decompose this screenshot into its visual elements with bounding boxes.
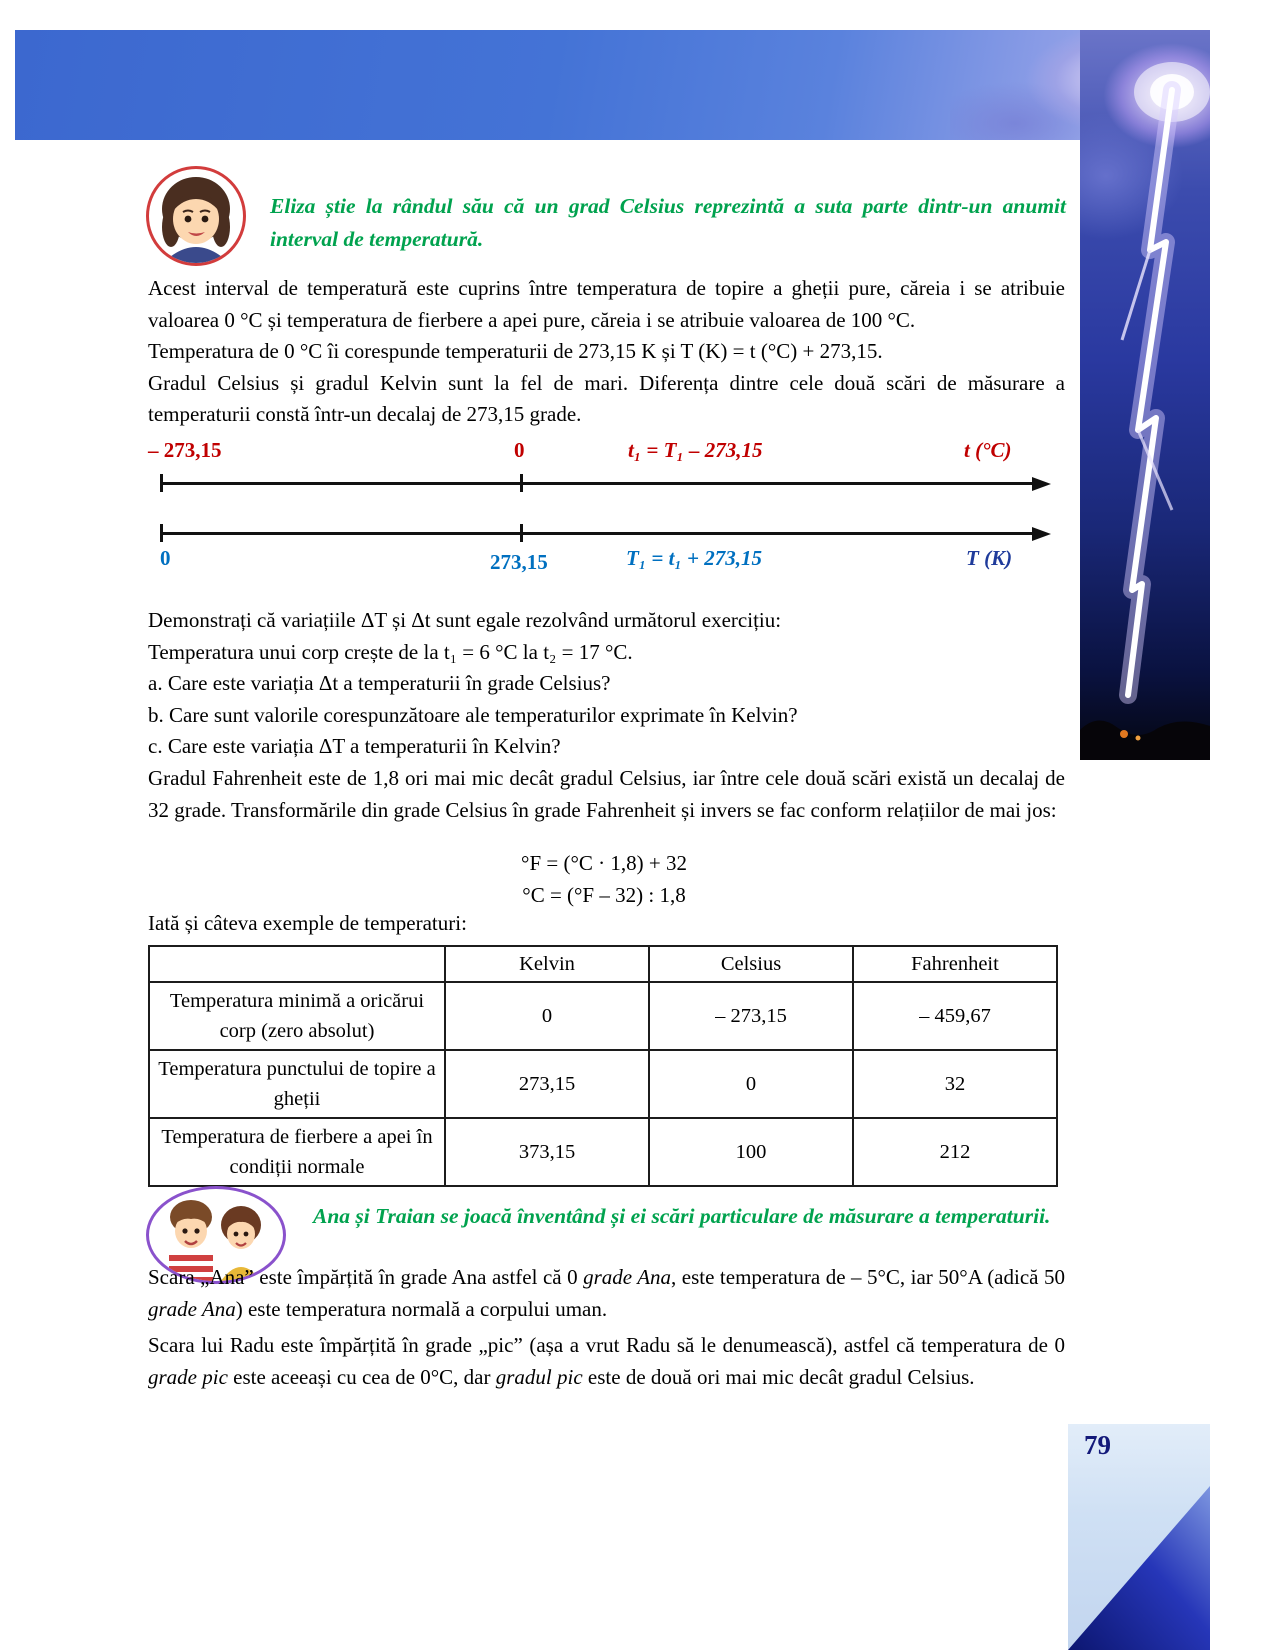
eliza-note: Eliza știe la rândul său că un grad Celsius reprezintă a suta parte dintr-un anumit interval de temperatură. bbox=[270, 194, 1066, 251]
header-kelvin: Kelvin bbox=[445, 946, 649, 982]
formula-celsius: °C = (°F – 32) : 1,8 bbox=[522, 882, 686, 907]
formula-fahrenheit: °F = (°C · 1,8) + 32 bbox=[521, 851, 687, 875]
header-celsius: Celsius bbox=[649, 946, 853, 982]
celsius-formula: t₁ = T₁ – 273,15 bbox=[628, 438, 763, 462]
ana-italic-2: grade Ana bbox=[148, 1296, 236, 1321]
ana-text-2: , este temperatura de – 5°C, iar 50°A (adică 50 bbox=[671, 1265, 1065, 1289]
page-number: 79 bbox=[1084, 1430, 1111, 1460]
row-label: Temperatura de fierbere a apei în condiții normale bbox=[149, 1118, 445, 1186]
ana-traian-note: Ana și Traian se joacă înventând și ei scări particulare de măsurare a temperaturii. bbox=[313, 1204, 1051, 1228]
temperature-scales-diagram bbox=[148, 438, 1060, 590]
radu-italic-2: gradul pic bbox=[495, 1364, 583, 1389]
celsius-zero-tick bbox=[520, 474, 523, 492]
radu-scale-paragraph bbox=[148, 1330, 1065, 1393]
header-empty bbox=[149, 946, 445, 982]
row-celsius-value: – 273,15 bbox=[649, 982, 853, 1050]
row-fahrenheit-value: 32 bbox=[853, 1050, 1057, 1118]
table-row bbox=[149, 982, 1057, 1050]
ana-scale-paragraph bbox=[148, 1262, 1065, 1325]
exercise-intro: Demonstrați că variațiile ΔT și Δt sunt egale rezolvând următorul exercițiu: bbox=[148, 608, 782, 632]
radu-italic-1: grade pic bbox=[148, 1364, 228, 1389]
exercise-item-c: c. Care este variația ΔT a temperaturii în Kelvin? bbox=[148, 734, 561, 758]
celsius-zero-label: 0 bbox=[514, 438, 525, 462]
row-kelvin-value: 373,15 bbox=[445, 1118, 649, 1186]
exercise-item-a: a. Care este variația Δt a temperaturii în grade Celsius? bbox=[148, 671, 611, 695]
row-kelvin-value: 273,15 bbox=[445, 1050, 649, 1118]
corner-triangle-icon bbox=[1068, 1424, 1210, 1650]
row-celsius-value: 0 bbox=[649, 1050, 853, 1118]
intro-paragraph-1: Acest interval de temperatură este cuprins între temperatura de topire a gheții pure, căreia i se atribuie valoarea 0 °C și temperatura de fierbere a apei pure, căreia i se atribuie valoarea de 100 °C. bbox=[148, 276, 1065, 332]
ana-italic-1: grade Ana bbox=[583, 1265, 672, 1289]
celsius-left-label: – 273,15 bbox=[148, 438, 222, 462]
radu-text-1: Scara lui Radu este împărțită în grade „pic” (așa a vrut Radu să le denumească), astfel că temperatura de 0 bbox=[148, 1333, 1065, 1357]
intro-section bbox=[148, 273, 1065, 431]
intro-paragraph-2: Temperatura de 0 °C îi corespunde temperaturii de 273,15 K și T (K) = t (°C) + 273,15. bbox=[148, 339, 883, 363]
examples-intro: Iată și câteva exemple de temperaturi: bbox=[148, 911, 467, 935]
header-fahrenheit: Fahrenheit bbox=[853, 946, 1057, 982]
kelvin-zero-tick bbox=[520, 524, 523, 542]
kelvin-axis-label: T (K) bbox=[966, 546, 1013, 570]
ana-text-1: Scara „Ana” este împărțită în grade Ana astfel că 0 bbox=[148, 1265, 584, 1289]
table-row bbox=[149, 1050, 1057, 1118]
celsius-axis-label: t (°C) bbox=[964, 438, 1012, 462]
exercise-item-b: b. Care sunt valorile corespunzătoare ale temperaturilor exprimate în Kelvin? bbox=[148, 702, 798, 727]
lightning-photo-strip bbox=[1080, 30, 1210, 760]
row-kelvin-value: 0 bbox=[445, 982, 649, 1050]
intro-paragraph-3: Gradul Celsius și gradul Kelvin sunt la fel de mari. Diferența dintre cele două scări de măsurare a temperaturii constă într-un decalaj de 273,15 grade. bbox=[148, 370, 1065, 426]
celsius-axis-arrow bbox=[1032, 477, 1051, 491]
eliza-face-icon bbox=[149, 169, 243, 263]
radu-text-2: este aceeași cu cea de 0°C, dar bbox=[227, 1364, 496, 1389]
celsius-left-tick bbox=[160, 474, 163, 492]
eliza-avatar-icon bbox=[146, 166, 246, 266]
kelvin-left-label: 0 bbox=[160, 546, 171, 570]
row-fahrenheit-value: – 459,67 bbox=[853, 982, 1057, 1050]
kelvin-axis-line bbox=[160, 532, 1034, 535]
exercise-section bbox=[148, 605, 1065, 763]
kelvin-formula: T₁ = t₁ + 273,15 bbox=[626, 546, 762, 570]
temperature-table bbox=[148, 945, 1058, 1187]
corner-decoration bbox=[1068, 1424, 1210, 1650]
fahrenheit-paragraph: Gradul Fahrenheit este de 1,8 ori mai mic decât gradul Celsius, iar între cele două scări există un decalaj de 32 grade. Transformările din grade Celsius în grade Fahrenheit și invers se fac conform relațiilor de mai jos: bbox=[148, 766, 1065, 822]
row-fahrenheit-value: 212 bbox=[853, 1118, 1057, 1186]
ana-text-3: ) este temperatura normală a corpului uman. bbox=[235, 1296, 608, 1321]
conversion-formulas bbox=[148, 848, 1060, 911]
row-label: Temperatura minimă a oricărui corp (zero absolut) bbox=[149, 982, 445, 1050]
exercise-given: Temperatura unui corp crește de la t₁ = 6 °C la t₂ = 17 °C. bbox=[148, 639, 633, 664]
table-row bbox=[149, 1118, 1057, 1186]
lightning-bolt-icon bbox=[1080, 30, 1210, 760]
table-header-row bbox=[149, 946, 1057, 982]
kelvin-mid-label: 273,15 bbox=[490, 550, 548, 574]
row-label: Temperatura punctului de topire a gheții bbox=[149, 1050, 445, 1118]
kelvin-axis-arrow bbox=[1032, 527, 1051, 541]
kelvin-left-tick bbox=[160, 524, 163, 542]
row-celsius-value: 100 bbox=[649, 1118, 853, 1186]
celsius-axis-line bbox=[160, 482, 1034, 485]
radu-text-3: este de două ori mai mic decât gradul Celsius. bbox=[582, 1364, 975, 1389]
